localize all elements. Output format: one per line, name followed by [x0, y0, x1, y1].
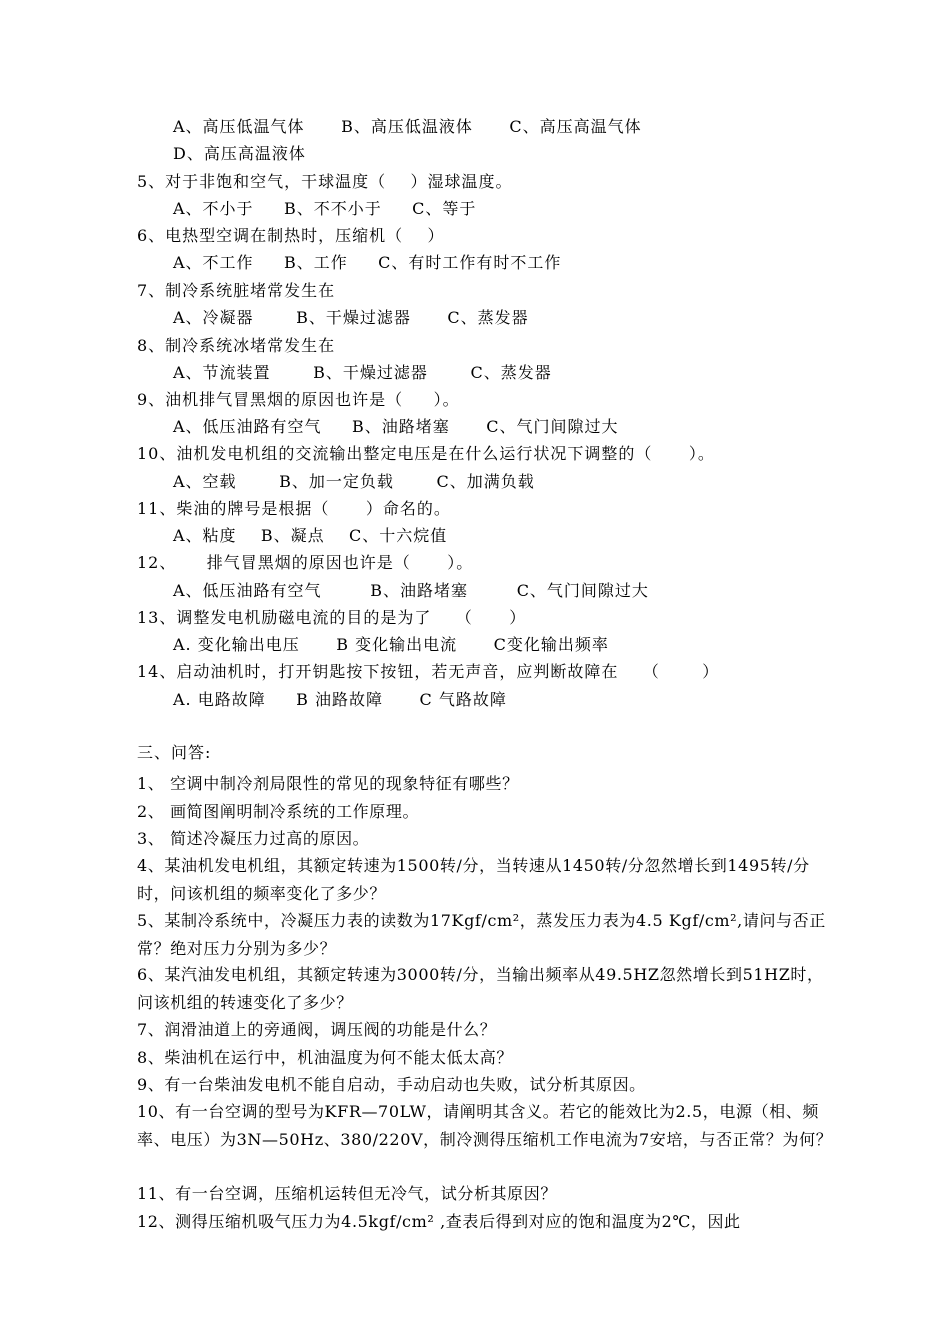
question-line: 5、对于非饱和空气，干球温度（ ）湿球温度。: [137, 172, 513, 191]
question-line: 9、油机排气冒黑烟的原因也许是（ ）。: [137, 390, 460, 409]
question-line: 10、油机发电机组的交流输出整定电压是在什么运行状况下调整的（ ）。: [137, 444, 715, 463]
question-line: 7、制冷系统脏堵常发生在: [137, 281, 336, 300]
answer-options: A、高压低温气体 B、高压低温液体 C、高压高温气体: [173, 117, 642, 136]
essay-question: 8、柴油机在运行中，机油温度为何不能太低太高？: [137, 1048, 513, 1067]
essay-question: 6、某汽油发电机组，其额定转速为3000转/分，当输出频率从49.5HZ忽然增长到51HZ时，问该机组的转速变化了多少？: [137, 965, 824, 1012]
answer-options: A、冷凝器 B、干燥过滤器 C、蒸发器: [173, 308, 529, 327]
question-line: 6、电热型空调在制热时，压缩机（ ）: [137, 226, 445, 245]
answer-options: A、空载 B、加一定负载 C、加满负载: [173, 472, 535, 491]
essay-question: 3、 简述冷凝压力过高的原因。: [137, 829, 370, 848]
question-line: 13、调整发电机励磁电流的目的是为了 （ ）: [137, 608, 527, 627]
essay-question: 9、有一台柴油发电机不能自启动，手动启动也失败，试分析其原因。: [137, 1075, 646, 1094]
question-line: 14、启动油机时，打开钥匙按下按钮，若无声音，应判断故障在 （ ）: [137, 662, 720, 681]
answer-options: A、节流装置 B、干燥过滤器 C、蒸发器: [173, 363, 552, 382]
answer-options: A、不小于 B、不不小于 C、等于: [173, 199, 477, 218]
essay-question: 1、 空调中制冷剂局限性的常见的现象特征有哪些？: [137, 774, 519, 793]
answer-options: A、粘度 B、凝点 C、十六烷值: [173, 526, 448, 545]
essay-question: 12、测得压缩机吸气压力为4.5kgf/cm² ,查表后得到对应的饱和温度为2℃，因此: [137, 1212, 741, 1231]
section-title: 三、问答:: [137, 743, 212, 762]
essay-question: 7、润滑油道上的旁通阀，调压阀的功能是什么？: [137, 1020, 497, 1039]
essay-question: 11、有一台空调，压缩机运转但无冷气，试分析其原因？: [137, 1184, 557, 1203]
essay-question: 10、有一台空调的型号为KFR—70LW，请阐明其含义。若它的能效比为2.5，电源（相、频率、电压）为3N—50Hz、380/220V，制冷测得压缩机工作电流为7安培，与否正常？为何？: [137, 1102, 833, 1149]
answer-options: A、不工作 B、工作 C、有时工作有时不工作: [173, 253, 562, 272]
question-line: 8、制冷系统冰堵常发生在: [137, 336, 336, 355]
question-line: 12、 排气冒黑烟的原因也许是（ ）。: [137, 553, 474, 572]
answer-options: A、低压油路有空气 B、油路堵塞 C、气门间隙过大: [173, 417, 619, 436]
answer-options: A. 变化输出电压 B 变化输出电流 C变化输出频率: [173, 635, 609, 654]
essay-question: 5、某制冷系统中，冷凝压力表的读数为17Kgf/cm²，蒸发压力表为4.5 Kgf/cm²,请问与否正常？绝对压力分别为多少？: [137, 911, 826, 958]
essay-question: 4、某油机发电机组，其额定转速为1500转/分，当转速从1450转/分忽然增长到1495转/分时，问该机组的频率变化了多少？: [137, 856, 810, 903]
answer-options: D、高压高温液体: [173, 144, 306, 163]
question-line: 11、柴油的牌号是根据（ ）命名的。: [137, 499, 451, 518]
answer-options: A. 电路故障 B 油路故障 C 气路故障: [173, 690, 507, 709]
answer-options: A、低压油路有空气 B、油路堵塞 C、气门间隙过大: [173, 581, 649, 600]
essay-question: 2、 画简图阐明制冷系统的工作原理。: [137, 802, 420, 821]
